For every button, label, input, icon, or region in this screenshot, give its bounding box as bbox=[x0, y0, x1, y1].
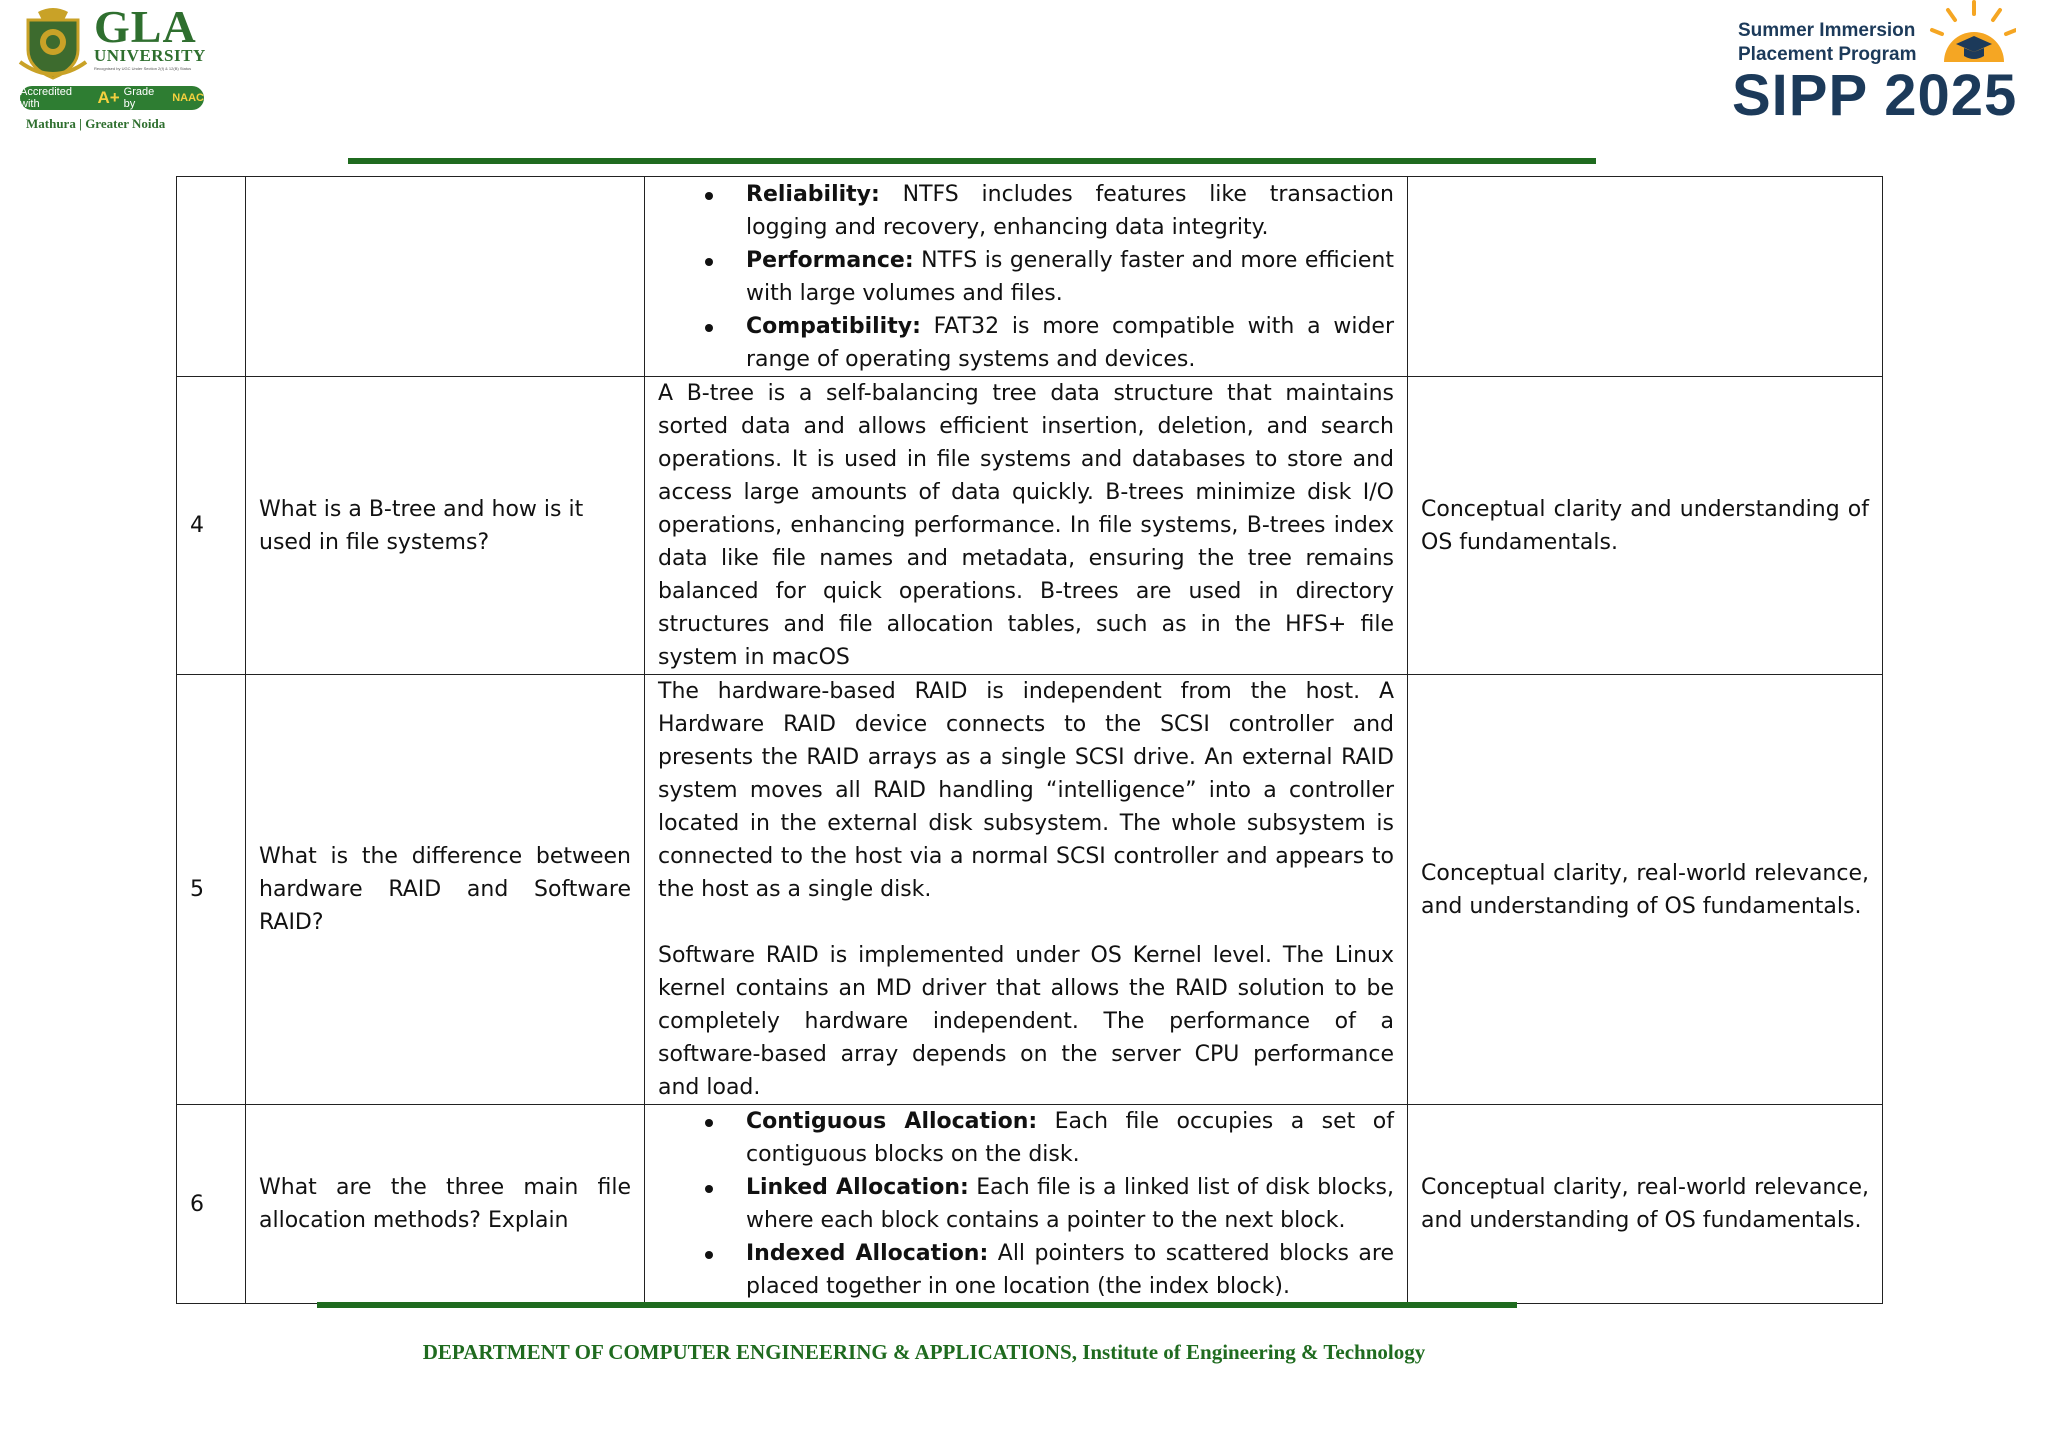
list-item bbox=[746, 244, 1394, 310]
footer-divider bbox=[317, 1302, 1517, 1308]
answer-cell bbox=[645, 377, 1408, 675]
gla-university-label: UNIVERSITY bbox=[94, 46, 206, 65]
answer-cell bbox=[645, 675, 1408, 1105]
gla-crest-icon bbox=[18, 6, 88, 82]
answer-cell bbox=[645, 177, 1408, 377]
department-footer: DEPARTMENT OF COMPUTER ENGINEERING & APPLICATIONS, Institute of Engineering & Technology bbox=[422, 1340, 1426, 1364]
list-item bbox=[746, 1237, 1394, 1303]
point-term: Indexed Allocation: bbox=[746, 1241, 989, 1266]
sipp-title: SIPP 2025 bbox=[1732, 63, 2018, 128]
list-item bbox=[746, 1171, 1394, 1237]
gla-locations: Mathura | Greater Noida bbox=[26, 116, 166, 131]
evaluation-criteria bbox=[1408, 177, 1883, 377]
question-text bbox=[246, 177, 645, 377]
point-term: Reliability: bbox=[746, 181, 880, 207]
sipp-line1: Summer Immersion bbox=[1738, 20, 1916, 41]
gla-wordmark: GLA bbox=[94, 1, 197, 52]
naac-accreditation-badge bbox=[20, 86, 204, 110]
answer-point-list bbox=[658, 1105, 1394, 1303]
question-text: What is a B-tree and how is it used in file systems? bbox=[246, 377, 645, 675]
question-text: What are the three main file allocation methods? Explain bbox=[246, 1105, 645, 1304]
evaluation-criteria: Conceptual clarity, real-world relevance, and understanding of OS fundamentals. bbox=[1408, 675, 1883, 1105]
point-text: Each file occupies a set of contiguous blocks on the disk. bbox=[746, 1109, 1394, 1167]
question-number: 4 bbox=[177, 377, 246, 675]
point-text: NTFS is generally faster and more efficient with large volumes and files. bbox=[746, 247, 1394, 306]
naac-mid: Grade by bbox=[123, 86, 155, 110]
gla-recognition-text: Recognised by UGC Under Section 2(f) & 12(B) Status bbox=[94, 66, 192, 71]
question-number bbox=[177, 177, 246, 377]
question-text: What is the difference between hardware RAID and Software RAID? bbox=[246, 675, 645, 1105]
list-item bbox=[746, 1105, 1394, 1171]
point-term: Linked Allocation: bbox=[746, 1175, 969, 1200]
question-number: 5 bbox=[177, 675, 246, 1105]
naac-grade: A+ bbox=[97, 88, 120, 107]
table-row bbox=[177, 177, 1883, 377]
question-number: 6 bbox=[177, 1105, 246, 1304]
sipp-line2: Placement Program bbox=[1738, 44, 1917, 65]
answer-paragraph: The hardware-based RAID is independent from the host. A Hardware RAID device connects to the SCSI controller and presents the RAID arrays as a single SCSI drive. An external RAID system moves all RAID handling “intelligence” into a controller located in the external disk subsystem. The whole subsystem is connected to the host via a normal SCSI controller and appears to the host as a single disk. bbox=[658, 679, 1394, 902]
answer-cell bbox=[645, 1105, 1408, 1304]
answer-point-list bbox=[658, 178, 1394, 376]
answer-paragraph: A B-tree is a self-balancing tree data structure that maintains sorted data and allows efficient insertion, deletion, and search operations. It is used in file systems and databases to store and access large amounts of data quickly. B-trees minimize disk I/O operations, enhancing performance. In file systems, B-trees index data like file names and metadata, ensuring the tree remains balanced for quick operations. B-trees are used in directory structures and file allocation tables, such as in the HFS+ file system in macOS bbox=[658, 381, 1394, 670]
qa-table bbox=[176, 176, 1883, 1304]
point-text: Each file is a linked list of disk blocks, where each block contains a pointer to the next block. bbox=[746, 1175, 1394, 1233]
evaluation-criteria: Conceptual clarity, real-world relevance, and understanding of OS fundamentals. bbox=[1408, 1105, 1883, 1304]
naac-prefix: Accredited with bbox=[20, 86, 72, 110]
header-divider bbox=[348, 158, 1596, 164]
point-text: NTFS includes features like transaction logging and recovery, enhancing data integrity. bbox=[746, 181, 1394, 240]
answer-paragraph: Software RAID is implemented under OS Kernel level. The Linux kernel contains an MD driver that allows the RAID solution to be completely hardware independent. The performance of a software-based array depends on the server CPU performance and load. bbox=[658, 943, 1394, 1100]
point-text: FAT32 is more compatible with a wider range of operating systems and devices. bbox=[746, 313, 1394, 372]
sun-graduation-cap-icon bbox=[1926, 0, 2016, 70]
point-term: Contiguous Allocation: bbox=[746, 1109, 1038, 1134]
point-text: All pointers to scattered blocks are placed together in one location (the index block). bbox=[746, 1241, 1394, 1299]
evaluation-criteria: Conceptual clarity and understanding of OS fundamentals. bbox=[1408, 377, 1883, 675]
gla-university-logo bbox=[18, 1, 214, 131]
list-item bbox=[746, 178, 1394, 244]
sipp-2025-logo bbox=[1732, 0, 2038, 130]
list-item bbox=[746, 310, 1394, 376]
table-row bbox=[177, 675, 1883, 1105]
table-row bbox=[177, 377, 1883, 675]
point-term: Compatibility: bbox=[746, 313, 921, 339]
point-term: Performance: bbox=[746, 247, 914, 273]
table-row bbox=[177, 1105, 1883, 1304]
naac-body: NAAC bbox=[172, 92, 204, 104]
